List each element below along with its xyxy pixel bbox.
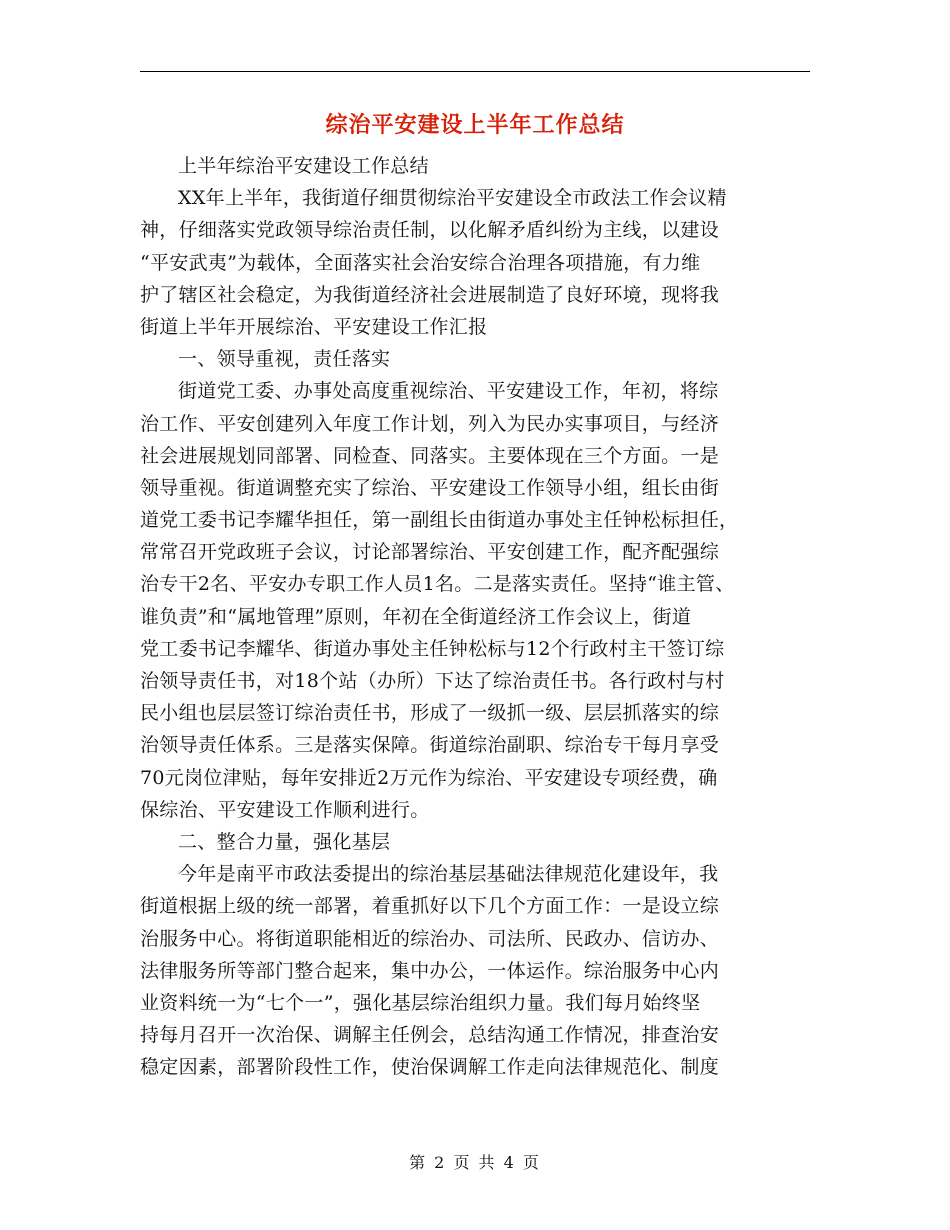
body-line: 神，仔细落实党政领导综治责任制，以化解矛盾纠纷为主线，以建设 bbox=[140, 219, 720, 242]
page-footer: 第 2 页 共 4 页 bbox=[409, 1153, 541, 1172]
body-line: 治领导责任书，对18个站（办所）下达了综治责任书。各行政村与村 bbox=[140, 670, 725, 692]
body-line: 治领导责任体系。三是落实保障。街道综治副职、综治专干每月享受 bbox=[140, 734, 720, 757]
body-line: 街道上半年开展综治、平安建设工作汇报 bbox=[140, 315, 488, 338]
body-line: 持每月召开一次治保、调解主任例会，总结沟通工作情况，排查治安 bbox=[140, 1024, 720, 1047]
body-line: XX年上半年，我街道仔细贯彻综治平安建设全市政法工作会议精 bbox=[178, 187, 727, 210]
body-line: 70元岗位津贴，每年安排近2万元作为综治、平安建设专项经费，确 bbox=[140, 766, 718, 789]
body-line: 今年是南平市政法委提出的综治基层基础法律规范化建设年，我 bbox=[178, 863, 719, 886]
body-line: 上半年综治平安建设工作总结 bbox=[178, 155, 429, 177]
body-line: 二、整合力量，强化基层 bbox=[178, 830, 391, 853]
body-line: 治工作、平安创建列入年度工作计划，列入为民办实事项目，与经济 bbox=[140, 412, 720, 435]
body-line: 治专干2名、平安办专职工作人员1名。二是落实责任。坚持“谁主管、 bbox=[140, 573, 735, 596]
body-line: 保综治、平安建设工作顺利进行。 bbox=[140, 798, 430, 821]
body-line: 法律服务所等部门整合起来，集中办公，一体运作。综治服务中心内 bbox=[140, 959, 720, 982]
body-line: 业资料统一为“七个一”，强化基层综治组织力量。我们每月始终坚 bbox=[140, 991, 701, 1014]
document-title: 综治平安建设上半年工作总结 bbox=[325, 113, 625, 138]
body-line: 社会进展规划同部署、同检查、同落实。主要体现在三个方面。一是 bbox=[140, 444, 720, 467]
body-line: 道党工委书记李耀华担任，第一副组长由街道办事处主任钟松标担任， bbox=[140, 509, 739, 532]
body-line: 党工委书记李耀华、街道办事处主任钟松标与12个行政村主干签订综 bbox=[140, 637, 725, 660]
body-line: 领导重视。街道调整充实了综治、平安建设工作领导小组，组长由街 bbox=[140, 476, 720, 499]
body-line: 治服务中心。将街道职能相近的综治办、司法所、民政办、信访办、 bbox=[140, 927, 720, 950]
document-body bbox=[140, 150, 830, 1083]
body-line: 护了辖区社会稳定，为我街道经济社会进展制造了良好环境，现将我 bbox=[140, 283, 720, 306]
body-line: 稳定因素，部署阶段性工作，使治保调解工作走向法律规范化、制度 bbox=[140, 1056, 720, 1079]
body-line: 谁负责”和“属地管理”原则，年初在全街道经济工作会议上，街道 bbox=[140, 605, 692, 628]
body-line: 常常召开党政班子会议，讨论部署综治、平安创建工作，配齐配强综 bbox=[140, 541, 720, 564]
header-rule bbox=[140, 71, 810, 72]
body-line: 街道党工委、办事处高度重视综治、平安建设工作，年初，将综 bbox=[178, 380, 719, 403]
body-line: “平安武夷”为载体，全面落实社会治安综合治理各项措施，有力维 bbox=[140, 251, 701, 274]
body-line: 民小组也层层签订综治责任书，形成了一级抓一级、层层抓落实的综 bbox=[140, 702, 720, 725]
body-line: 一、领导重视，责任落实 bbox=[178, 348, 391, 371]
body-line: 街道根据上级的统一部署，着重抓好以下几个方面工作：一是设立综 bbox=[140, 895, 720, 918]
